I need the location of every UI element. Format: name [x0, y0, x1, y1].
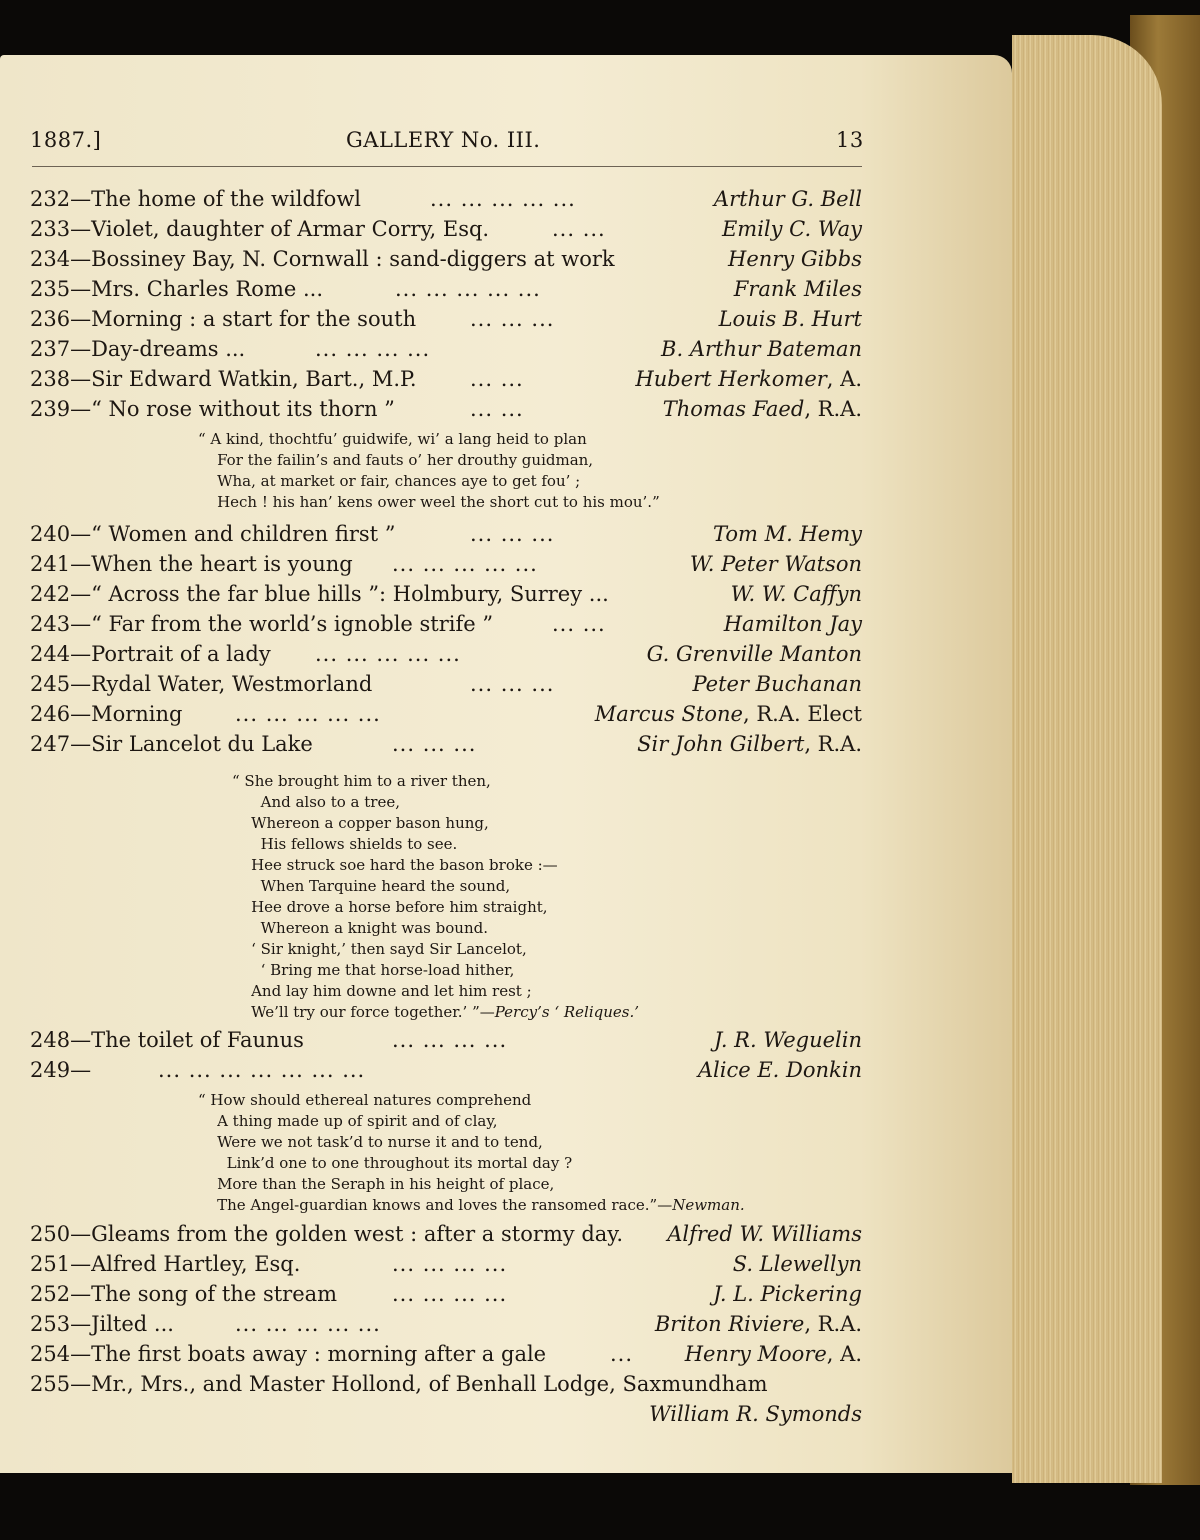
leader-dots: ... ... — [552, 612, 606, 636]
catalogue-entry — [30, 1222, 862, 1252]
verse-quote — [198, 1090, 745, 1216]
entry-title: 251—Alfred Hartley, Esq. — [30, 1252, 301, 1276]
catalogue-entry — [30, 277, 862, 307]
entry-title: 244—Portrait of a lady — [30, 642, 271, 666]
entry-artist: Tom M. Hemy — [713, 522, 862, 546]
verse-line: Hech ! his han’ kens ower weel the short cut to his mou’.” — [217, 493, 660, 511]
entry-title: 252—The song of the stream — [30, 1282, 338, 1306]
entry-artist: Hubert Herkomer, A. — [635, 367, 862, 391]
leader-dots: ... ... — [552, 217, 606, 241]
leader-dots: ... ... ... — [470, 307, 555, 331]
entry-artist: William R. Symonds — [649, 1402, 862, 1426]
entry-artist: Arthur G. Bell — [713, 187, 862, 211]
entry-title: 248—The toilet of Faunus — [30, 1028, 304, 1052]
entry-artist: Louis B. Hurt — [718, 307, 862, 331]
verse-line: We’ll try our force together.’ ”—Percy’s ‘ Reliques.’ — [251, 1003, 640, 1021]
page-edges — [1012, 35, 1162, 1483]
entry-artist: G. Grenville Manton — [646, 642, 862, 666]
catalogue-entry — [30, 1282, 862, 1312]
catalogue-entry — [30, 1342, 862, 1372]
leader-dots: ... ... ... ... — [392, 1282, 508, 1306]
verse-line: “ A kind, thochtfu’ guidwife, wi’ a lang heid to plan — [198, 430, 587, 448]
verse-line: And also to a tree, — [260, 793, 400, 811]
leader-dots: ... ... ... ... ... ... ... — [158, 1058, 366, 1082]
entry-artist: W. W. Caffyn — [730, 582, 862, 606]
entry-title: 241—When the heart is young — [30, 552, 353, 576]
catalogue-entry — [30, 1058, 862, 1088]
leader-dots: ... ... ... ... ... — [395, 277, 541, 301]
verse-line: Were we not task’d to nurse it and to tend, — [217, 1133, 543, 1151]
entry-title: 235—Mrs. Charles Rome ... — [30, 277, 323, 301]
running-header — [30, 128, 864, 162]
entry-artist: Sir John Gilbert, R.A. — [637, 732, 862, 756]
entry-title: 239—“ No rose without its thorn ” — [30, 397, 395, 421]
entry-artist: Hamilton Jay — [723, 612, 862, 636]
entry-artist: Frank Miles — [733, 277, 862, 301]
catalogue-entry — [30, 702, 862, 732]
entry-title: 246—Morning — [30, 702, 183, 726]
entry-title: 240—“ Women and children first ” — [30, 522, 396, 546]
leader-dots: ... ... ... — [470, 672, 555, 696]
leader-dots: ... ... ... — [392, 732, 477, 756]
page-number: 13 — [836, 128, 864, 152]
entry-artist: J. R. Weguelin — [714, 1028, 862, 1052]
entry-artist: Henry Gibbs — [728, 247, 862, 271]
header-rule — [32, 166, 862, 167]
entry-title: 253—Jilted ... — [30, 1312, 174, 1336]
entry-artist: Alice E. Donkin — [697, 1058, 862, 1082]
entry-title: 249— — [30, 1058, 92, 1082]
catalogue-entry — [30, 582, 862, 612]
entry-title: 247—Sir Lancelot du Lake — [30, 732, 313, 756]
verse-line: The Angel-guardian knows and loves the ransomed race.”—Newman. — [217, 1196, 745, 1214]
catalogue-entry — [30, 612, 862, 642]
catalogue-entry — [30, 522, 862, 552]
catalogue-entry — [30, 1252, 862, 1282]
entry-artist: B. Arthur Bateman — [661, 337, 862, 361]
leader-dots: ... ... ... ... ... — [235, 1312, 381, 1336]
entry-artist: Briton Riviere, R.A. — [654, 1312, 862, 1336]
catalogue-entry — [30, 397, 862, 427]
entry-title: 254—The first boats away : morning after a gale — [30, 1342, 547, 1366]
entry-artist: Thomas Faed, R.A. — [662, 397, 862, 421]
leader-dots: ... ... ... ... ... — [315, 642, 461, 666]
entry-title: 250—Gleams from the golden west : after a stormy day. — [30, 1222, 624, 1246]
entry-title: 243—“ Far from the world’s ignoble strife ” — [30, 612, 494, 636]
verse-line: More than the Seraph in his height of place, — [217, 1175, 555, 1193]
entry-artist: Henry Moore, A. — [684, 1342, 862, 1366]
catalogue-entry — [30, 367, 862, 397]
verse-line: His fellows shields to see. — [260, 835, 458, 853]
entry-artist: J. L. Pickering — [713, 1282, 862, 1306]
verse-line: Link’d one to one throughout its mortal day ? — [226, 1154, 573, 1172]
entry-artist: S. Llewellyn — [732, 1252, 862, 1276]
entry-title: 237—Day-dreams ... — [30, 337, 246, 361]
verse-line: Whereon a copper bason hung, — [251, 814, 489, 832]
entry-title: 232—The home of the wildfowl — [30, 187, 362, 211]
verse-line: Wha, at market or fair, chances aye to get fou’ ; — [217, 472, 581, 490]
leader-dots: ... ... ... ... ... — [430, 187, 576, 211]
leader-dots: ... — [610, 1342, 634, 1366]
verse-line: And lay him downe and let him rest ; — [251, 982, 532, 1000]
header-year: 1887.] — [30, 128, 102, 152]
catalogue-entry — [30, 672, 862, 702]
entry-artist: Marcus Stone, R.A. Elect — [594, 702, 862, 726]
verse-line: ‘ Sir knight,’ then sayd Sir Lancelot, — [251, 940, 527, 958]
catalogue-entry — [30, 307, 862, 337]
verse-line: A thing made up of spirit and of clay, — [217, 1112, 498, 1130]
quote-citation: Newman. — [672, 1196, 745, 1214]
entry-artist: Alfred W. Williams — [667, 1222, 862, 1246]
header-gallery: GALLERY No. III. — [346, 128, 541, 152]
catalogue-entry — [30, 1028, 862, 1058]
leader-dots: ... ... — [470, 367, 524, 391]
catalogue-entry — [30, 732, 862, 762]
verse-line: “ She brought him to a river then, — [232, 772, 491, 790]
verse-line: Hee struck soe hard the bason broke :— — [251, 856, 558, 874]
catalogue-entry — [30, 217, 862, 247]
entry-title: 242—“ Across the far blue hills ”: Holmbury, Surrey ... — [30, 582, 609, 606]
leader-dots: ... ... ... ... ... — [235, 702, 381, 726]
verse-line: When Tarquine heard the sound, — [260, 877, 511, 895]
verse-line: Whereon a knight was bound. — [260, 919, 488, 937]
catalogue-entry — [30, 1372, 862, 1434]
leader-dots: ... ... ... ... — [392, 1252, 508, 1276]
verse-line: “ How should ethereal natures comprehend — [198, 1091, 532, 1109]
entry-artist: W. Peter Watson — [689, 552, 862, 576]
catalogue-entry — [30, 187, 862, 217]
verse-line: Hee drove a horse before him straight, — [251, 898, 548, 916]
entry-artist: Peter Buchanan — [692, 672, 862, 696]
leader-dots: ... ... — [470, 397, 524, 421]
verse-quote — [232, 771, 639, 1023]
entry-title: 255—Mr., Mrs., and Master Hollond, of Benhall Lodge, Saxmundham — [30, 1372, 768, 1396]
leader-dots: ... ... ... ... — [315, 337, 431, 361]
entry-title: 236—Morning : a start for the south — [30, 307, 417, 331]
verse-line: For the failin’s and fauts o’ her drouthy guidman, — [217, 451, 594, 469]
entry-title: 233—Violet, daughter of Armar Corry, Esq. — [30, 217, 490, 241]
verse-quote — [198, 429, 660, 513]
entry-artist: Emily C. Way — [721, 217, 862, 241]
entry-title: 238—Sir Edward Watkin, Bart., M.P. — [30, 367, 417, 391]
catalogue-entry — [30, 247, 862, 277]
leader-dots: ... ... ... ... ... — [392, 552, 538, 576]
entry-title: 245—Rydal Water, Westmorland — [30, 672, 373, 696]
catalogue-entry — [30, 642, 862, 672]
leader-dots: ... ... ... ... — [392, 1028, 508, 1052]
catalogue-entry — [30, 1312, 862, 1342]
catalogue-entry — [30, 552, 862, 582]
leader-dots: ... ... ... — [470, 522, 555, 546]
quote-citation: Percy’s ‘ Reliques.’ — [494, 1003, 640, 1021]
verse-line: ‘ Bring me that horse-load hither, — [260, 961, 515, 979]
catalogue-entry — [30, 337, 862, 367]
entry-title: 234—Bossiney Bay, N. Cornwall : sand-diggers at work — [30, 247, 615, 271]
